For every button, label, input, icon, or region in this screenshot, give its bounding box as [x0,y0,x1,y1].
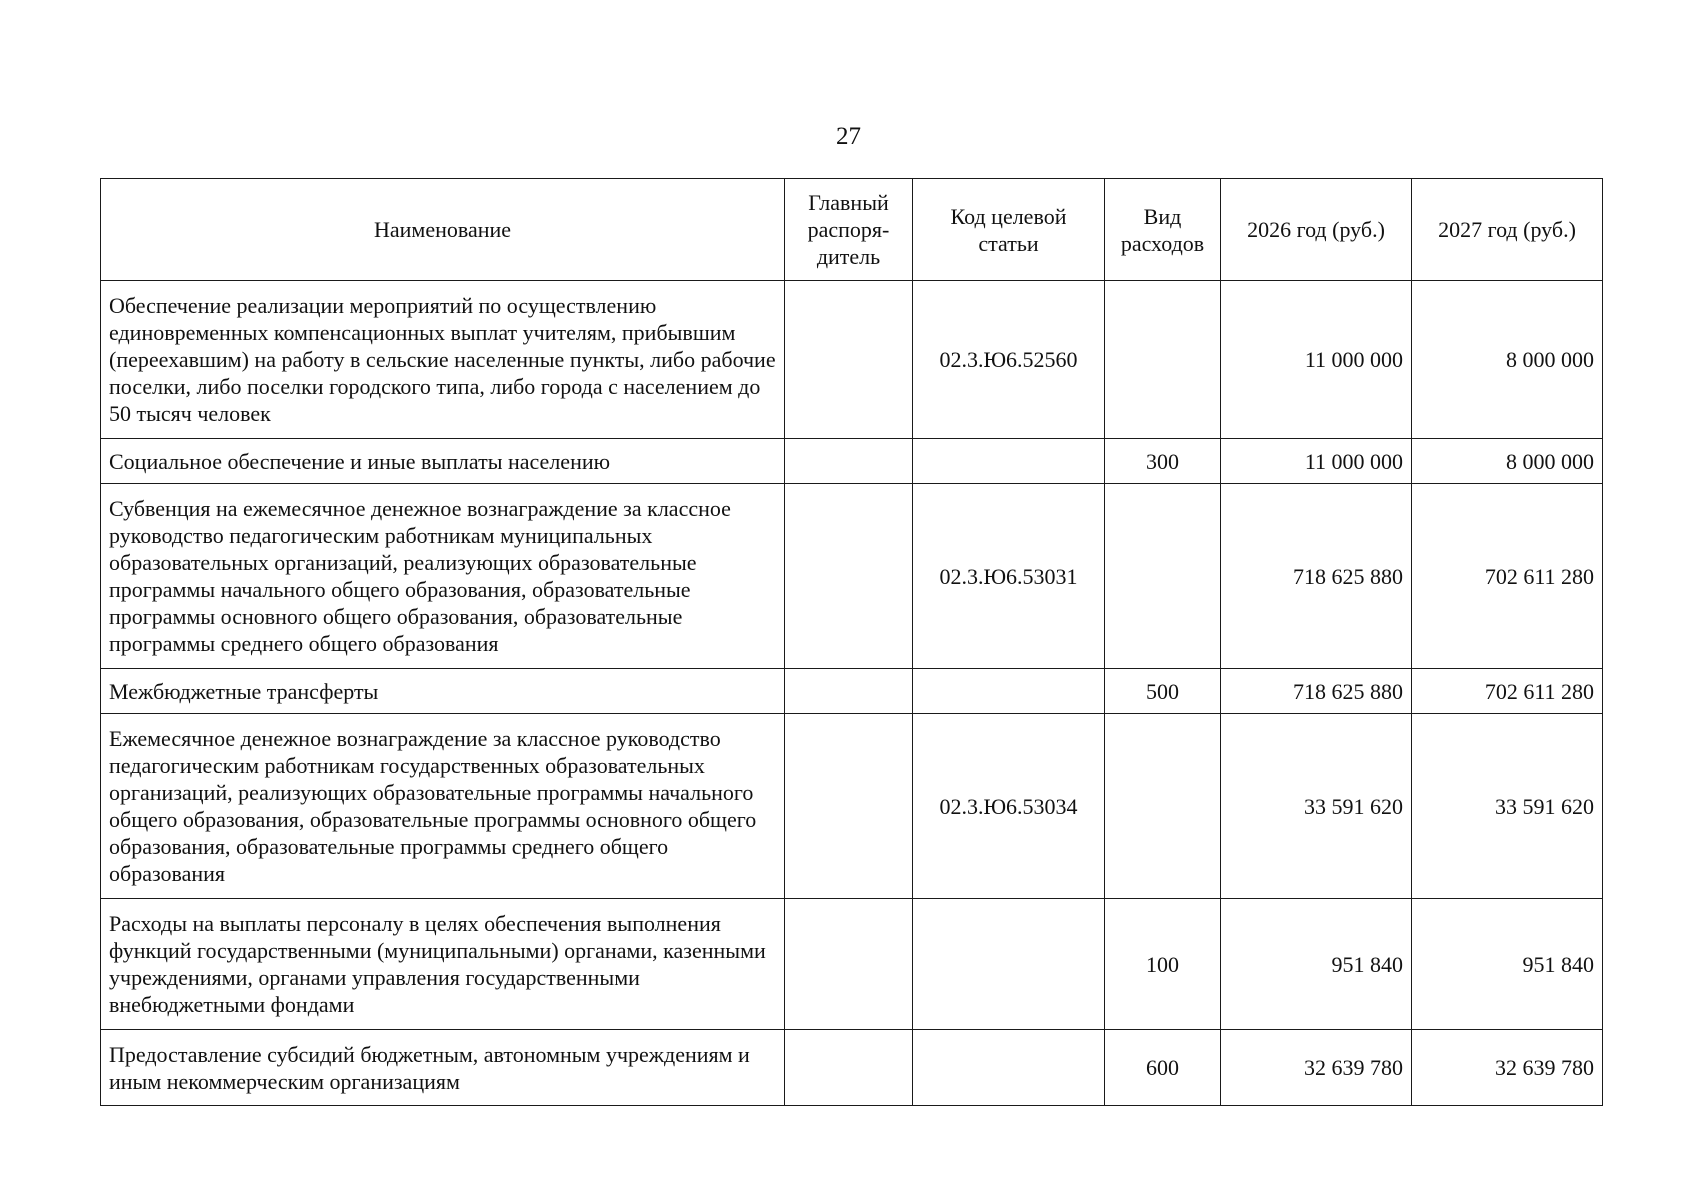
row-2026: 32 639 780 [1221,1030,1412,1106]
header-type: Вид расходов [1105,179,1221,281]
header-name: Наименование [101,179,785,281]
row-type: 500 [1105,669,1221,714]
row-admin [785,714,913,899]
table-row [101,281,1603,439]
row-2026: 33 591 620 [1221,714,1412,899]
row-admin [785,281,913,439]
row-admin [785,484,913,669]
row-2026: 11 000 000 [1221,281,1412,439]
row-code [913,899,1105,1030]
row-name: Социальное обеспечение и иные выплаты населению [101,439,785,484]
row-admin [785,899,913,1030]
budget-table [100,178,1603,1106]
row-code: 02.3.Ю6.52560 [913,281,1105,439]
row-name: Расходы на выплаты персоналу в целях обеспечения выполнения функций государственными (муниципальными) органами, казенными учреждениями, органами управления государственными внебюджетными фондами [101,899,785,1030]
row-2027: 702 611 280 [1412,669,1603,714]
row-type: 600 [1105,1030,1221,1106]
row-code [913,439,1105,484]
header-code: Код целевой статьи [913,179,1105,281]
row-2026: 11 000 000 [1221,439,1412,484]
page-number: 27 [836,123,861,150]
row-type [1105,714,1221,899]
row-admin [785,669,913,714]
table-header-row [101,179,1603,281]
row-2027: 951 840 [1412,899,1603,1030]
row-2027: 8 000 000 [1412,281,1603,439]
row-name: Ежемесячное денежное вознаграждение за классное руководство педагогическим работникам государственных образовательных организаций, реализующих образовательные программы начального общего образования, образовательные программы основного общего образования, образовательные программы среднего общего образования [101,714,785,899]
table-row [101,484,1603,669]
row-2027: 702 611 280 [1412,484,1603,669]
row-code [913,669,1105,714]
row-2026: 951 840 [1221,899,1412,1030]
row-2027: 32 639 780 [1412,1030,1603,1106]
row-code: 02.3.Ю6.53031 [913,484,1105,669]
table-row [101,899,1603,1030]
table-row [101,669,1603,714]
row-code: 02.3.Ю6.53034 [913,714,1105,899]
row-type [1105,281,1221,439]
table-row [101,714,1603,899]
row-admin [785,439,913,484]
header-2027: 2027 год (руб.) [1412,179,1603,281]
row-name: Обеспечение реализации мероприятий по осуществлению единовременных компенсационных выплат учителям, прибывшим (переехавшим) на работу в сельские населенные пункты, либо рабочие поселки, либо поселки городского типа, либо города с населением до 50 тысяч человек [101,281,785,439]
row-admin [785,1030,913,1106]
table-row [101,439,1603,484]
header-2026: 2026 год (руб.) [1221,179,1412,281]
row-code [913,1030,1105,1106]
row-2027: 33 591 620 [1412,714,1603,899]
row-type: 300 [1105,439,1221,484]
header-admin: Главный распоря-дитель [785,179,913,281]
row-type: 100 [1105,899,1221,1030]
row-2026: 718 625 880 [1221,669,1412,714]
row-name: Предоставление субсидий бюджетным, автономным учреждениям и иным некоммерческим организациям [101,1030,785,1106]
row-2027: 8 000 000 [1412,439,1603,484]
row-name: Межбюджетные трансферты [101,669,785,714]
row-type [1105,484,1221,669]
row-2026: 718 625 880 [1221,484,1412,669]
table-row [101,1030,1603,1106]
row-name: Субвенция на ежемесячное денежное вознаграждение за классное руководство педагогическим работникам муниципальных образовательных организаций, реализующих образовательные программы начального общего образования, образовательные программы основного общего образования, образовательные программы среднего общего образования [101,484,785,669]
